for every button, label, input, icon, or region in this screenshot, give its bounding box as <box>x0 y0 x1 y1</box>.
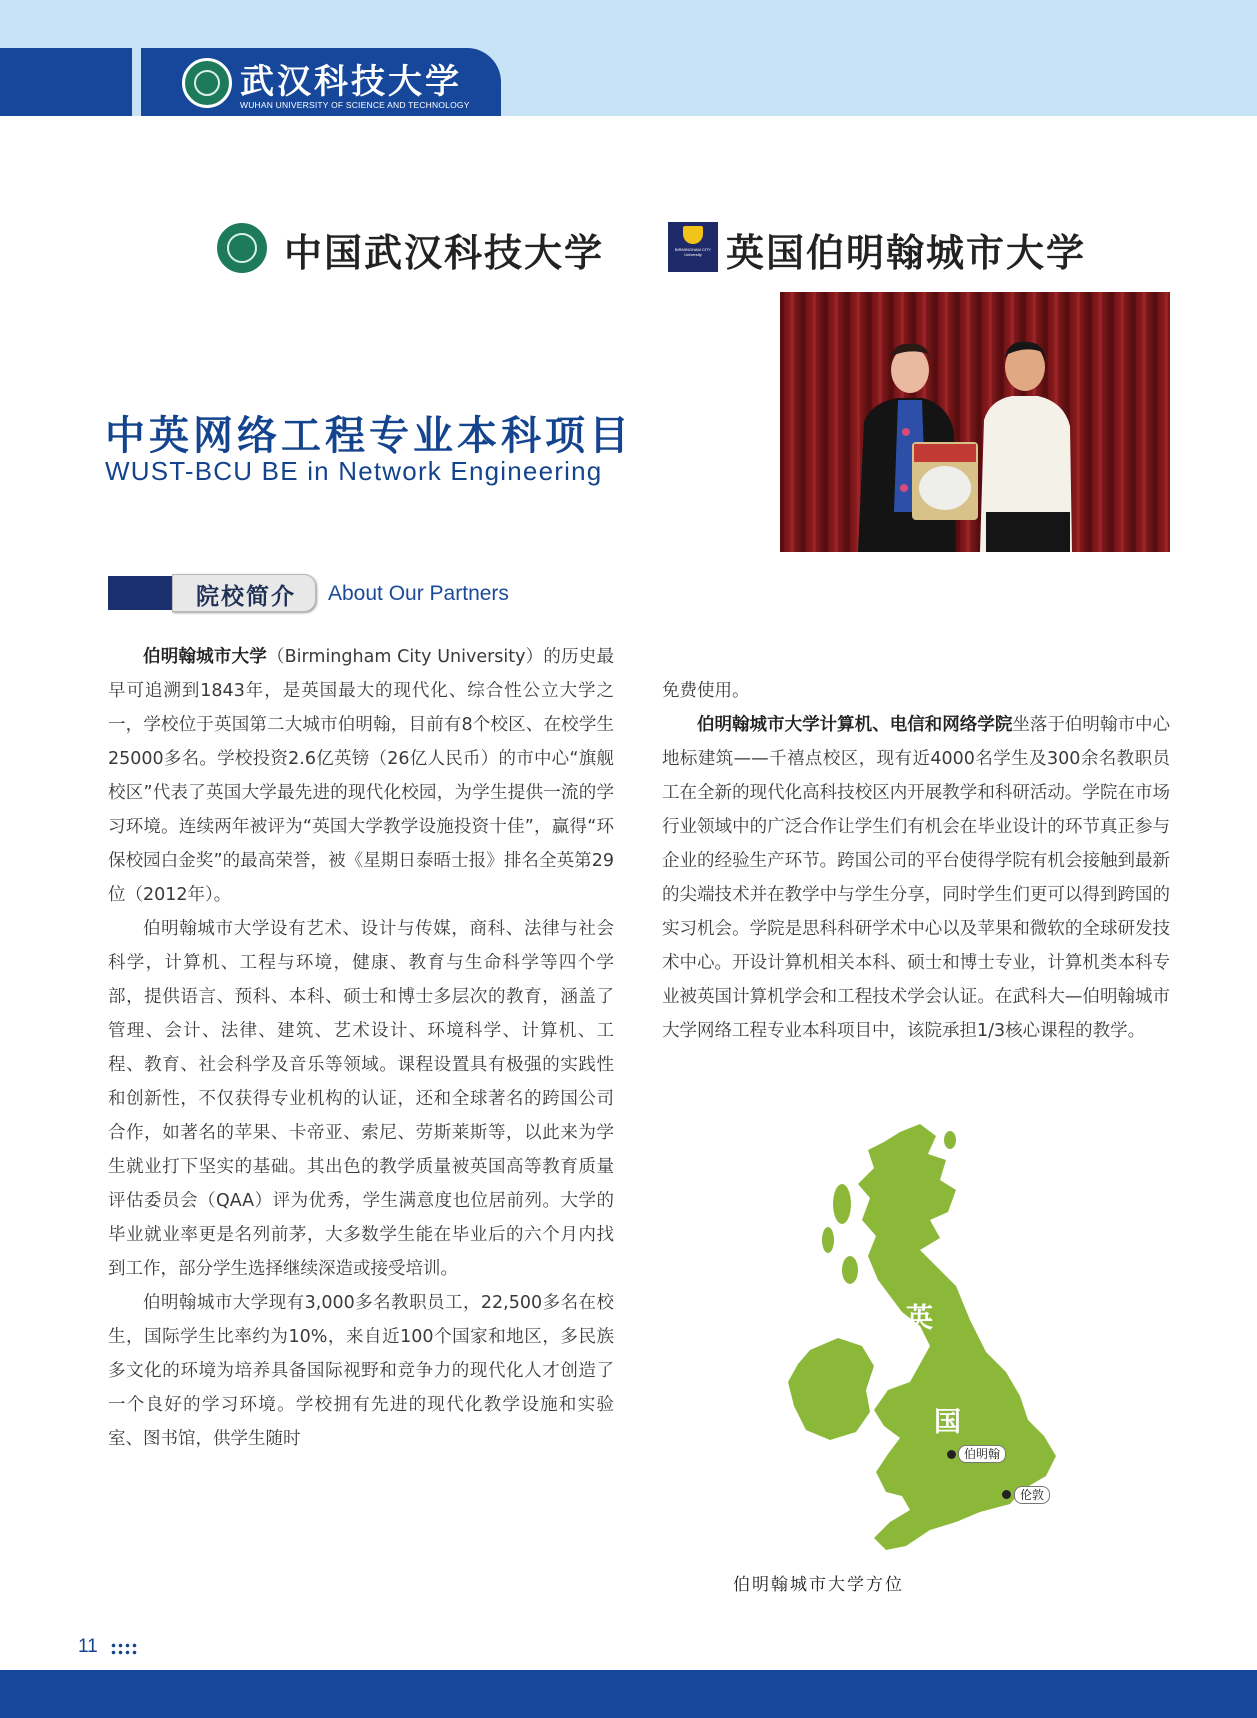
header-university-en: WUHAN UNIVERSITY OF SCIENCE AND TECHNOLOGY <box>240 100 470 110</box>
left-paragraph-2: 伯明翰城市大学设有艺术、设计与传媒，商科、法律与社会科学，计算机、工程与环境，健康、教育与生命科学等四个学部，提供语言、预科、本科、硕士和博士多层次的教育，涵盖了管理、会计、法律、建筑、艺术设计、环境科学、计算机、工程、教育、社会科学及音乐等领域。课程设置具有极强的实践性和创新性，不仅获得专业机构的认证，还和全球著名的跨国公司合作，如著名的苹果、卡帝亚、索尼、劳斯莱斯等，以此来为学生就业打下坚实的基础。其出色的教学质量被英国高等教育质量评估委员会（QAA）评为优秀，学生满意度也位居前列。大学的毕业就业率更是名列前茅，大多数学生能在毕业后的六个月内找到工作，部分学生选择继续深造或接受培训。 <box>108 919 614 1279</box>
map-label-ying: 英 <box>906 1303 933 1334</box>
wust-seal-icon <box>182 58 232 108</box>
london-label: 伦敦 <box>1014 1486 1050 1504</box>
section-label-en: About Our Partners <box>328 582 509 605</box>
map-label-guo: 国 <box>934 1407 961 1438</box>
ceremony-photo <box>780 292 1170 552</box>
header-left-block <box>0 48 132 116</box>
birmingham-label: 伯明翰 <box>958 1445 1006 1463</box>
partner-bcu-name: 英国伯明翰城市大学 <box>726 230 1087 275</box>
right-paragraph-continued: 免费使用。 <box>662 681 750 701</box>
left-paragraph-3: 伯明翰城市大学现有3,000多名教职员工，22,500多名在校生，国际学生比率约为10%，来自近100个国家和地区，多民族多文化的环境为培养具备国际视野和竞争力的现代化人才创造了一个良好的学习环境。学校拥有先进的现代化教学设施和实验室、图书馆，供学生随时 <box>108 1293 614 1449</box>
london-pin-icon <box>1002 1490 1011 1499</box>
school-name-bold: 伯明翰城市大学计算机、电信和网络学院 <box>697 715 1013 735</box>
section-bar <box>108 576 172 610</box>
page-dots-icon <box>110 1642 138 1656</box>
program-title-cn: 中英网络工程专业本科项目 <box>105 413 633 459</box>
section-label-cn: 院校简介 <box>196 584 296 610</box>
bcu-name-bold: 伯明翰城市大学 <box>143 647 267 667</box>
page-number: 11 <box>78 1636 98 1657</box>
left-column <box>108 640 614 1456</box>
left-paragraph-1-text: （Birmingham City University）的历史最早可追溯到1843年，是英国最大的现代化、综合性公立大学之一，学校位于英国第二大城市伯明翰，目前有8个校区、在校学生25000多名。学校投资2.6亿英镑（26亿人民币）的市中心“旗舰校区”代表了英国大学最先进的现代化校园，为学生提供一流的学习环境。连续两年被评为“英国大学教学设施投资十佳”，赢得“环保校园白金奖”的最高荣誉，被《星期日泰晤士报》排名全英第29位（2012年）。 <box>108 647 614 905</box>
birmingham-pin-icon <box>947 1450 956 1459</box>
bcu-logo-icon <box>668 222 718 272</box>
program-title-en: WUST-BCU BE in Network Engineering <box>105 456 603 486</box>
wust-logo-icon <box>214 220 270 276</box>
bcu-badge-text: BIRMINGHAM CITY University <box>674 247 712 257</box>
header-university-cn: 武汉科技大学 <box>240 62 462 102</box>
right-paragraph-1-text: 坐落于伯明翰市中心地标建筑——千禧点校区，现有近4000名学生及300余名教职员工在全新的现代化高科技校区内开展教学和科研活动。学院在市场行业领域中的广泛合作让学生们有机会在毕业设计的环节真正参与企业的经验生产环节。跨国公司的平台使得学院有机会接触到最新的尖端技术并在教学中与学生分享，同时学生们更可以得到跨国的实习机会。学院是思科科研学术中心以及苹果和微软的全球研发技术中心。开设计算机相关本科、硕士和博士专业，计算机类本科专业被英国计算机学会和工程技术学会认证。在武科大—伯明翰城市大学网络工程专业本科项目中，该院承担1/3核心课程的教学。 <box>662 715 1171 1041</box>
right-paragraph-1 <box>662 708 1170 1048</box>
left-paragraph-1 <box>108 640 614 912</box>
map-caption: 伯明翰城市大学方位 <box>733 1575 904 1595</box>
partner-wust-name: 中国武汉科技大学 <box>284 230 605 275</box>
right-column <box>662 674 1170 1048</box>
footer-band <box>0 1670 1257 1718</box>
